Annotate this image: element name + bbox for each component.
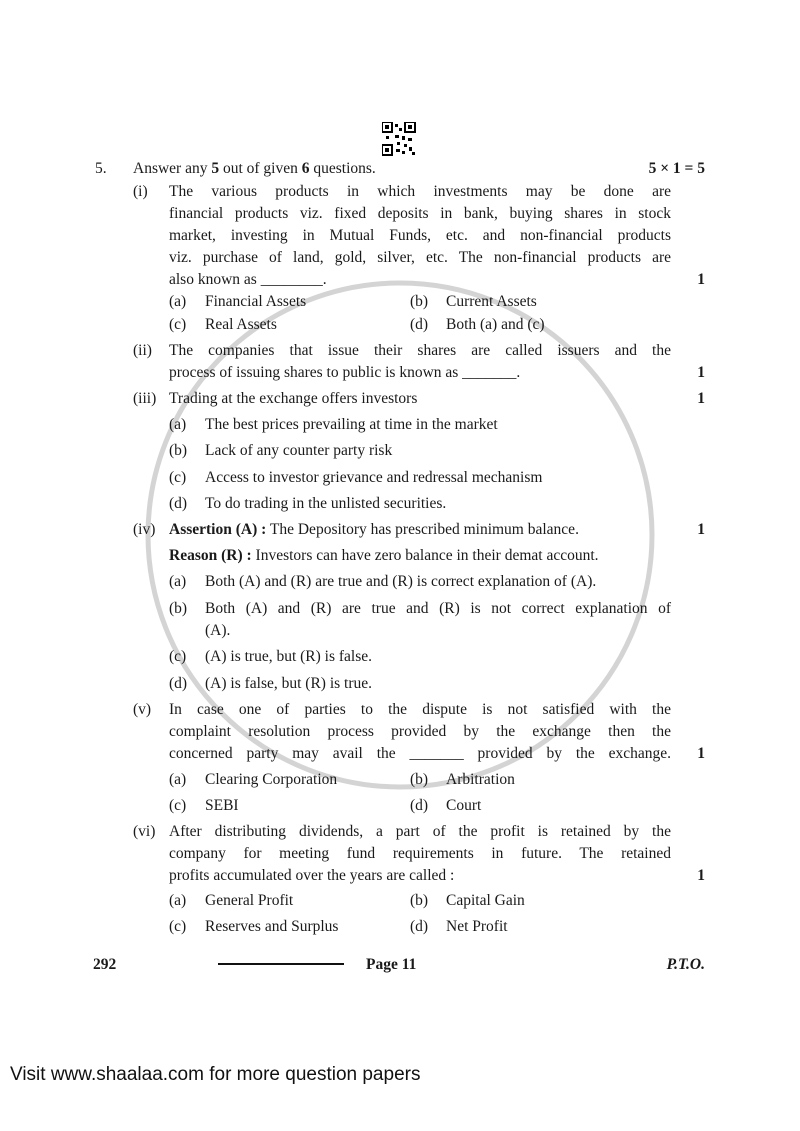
subq-number: (ii)	[133, 342, 152, 359]
option-text: Both (A) and (R) are true and (R) is correct explanation of (A).	[205, 573, 597, 590]
question-text: market, investing in Mutual Funds, etc. and non-financial products	[169, 227, 671, 244]
question-text: After distributing dividends, a part of the profit is retained by the	[169, 823, 671, 840]
reason: Reason (R) : Investors can have zero balance in their demat account.	[169, 547, 599, 564]
option-text: Both (a) and (c)	[446, 316, 545, 333]
pto: P.T.O.	[666, 956, 705, 973]
subq-number: (i)	[133, 183, 148, 200]
option-key: (a)	[169, 771, 187, 788]
option-text: Financial Assets	[205, 293, 307, 310]
question-text: The companies that issue their shares are called issuers and the	[169, 342, 671, 359]
option-key: (d)	[410, 918, 429, 935]
option-key: (b)	[410, 293, 429, 310]
option-key: (c)	[169, 316, 187, 333]
option-key: (b)	[410, 771, 429, 788]
option-text: (A) is false, but (R) is true.	[205, 675, 373, 692]
option-text: Reserves and Surplus	[205, 918, 339, 935]
option-text: To do trading in the unlisted securities.	[205, 495, 447, 512]
option-text: Net Profit	[446, 918, 508, 935]
option-key: (d)	[410, 797, 429, 814]
option-text: Real Assets	[205, 316, 277, 333]
question-text: also known as ________.	[169, 271, 327, 288]
assertion: Assertion (A) : The Depository has prescribed minimum balance.	[169, 521, 579, 538]
question-number: 5.	[95, 160, 107, 177]
subq-number: (v)	[133, 701, 152, 718]
option-key: (a)	[169, 573, 187, 590]
total-marks: 5 × 1 = 5	[648, 160, 705, 177]
option-text: Arbitration	[446, 771, 515, 788]
question-text: company for meeting fund requirements in future. The retained	[169, 845, 671, 862]
option-key: (c)	[169, 797, 187, 814]
option-key: (a)	[169, 293, 187, 310]
option-text: Both (A) and (R) are true and (R) is not correct explanation of	[205, 600, 671, 617]
question-text: Trading at the exchange offers investors	[169, 390, 418, 407]
option-key: (d)	[169, 495, 188, 512]
option-text: (A) is true, but (R) is false.	[205, 648, 373, 665]
option-key: (b)	[410, 892, 429, 909]
option-key: (c)	[169, 918, 187, 935]
question-text: complaint resolution process provided by the exchange then the	[169, 723, 671, 740]
question-text: The various products in which investments may be done are	[169, 183, 671, 200]
option-text: General Profit	[205, 892, 294, 909]
option-text: (A).	[205, 622, 231, 639]
instruction: Answer any 5 out of given 6 questions.	[133, 160, 376, 177]
marks: 1	[697, 271, 705, 288]
marks: 1	[697, 521, 705, 538]
question-text: In case one of parties to the dispute is not satisfied with the	[169, 701, 671, 718]
question-text: financial products viz. fixed deposits in bank, buying shares in stock	[169, 205, 671, 222]
question-text: profits accumulated over the years are called :	[169, 867, 455, 884]
marks: 1	[697, 364, 705, 381]
question-text: viz. purchase of land, gold, silver, etc. The non-financial products are	[169, 249, 671, 266]
question-text: concerned party may avail the _______ provided by the exchange.	[169, 745, 671, 762]
footer-divider	[218, 963, 344, 965]
subq-number: (vi)	[133, 823, 156, 840]
option-text: The best prices prevailing at time in the market	[205, 416, 498, 433]
option-key: (b)	[169, 442, 188, 459]
option-key: (b)	[169, 600, 188, 617]
option-key: (a)	[169, 416, 187, 433]
option-key: (d)	[169, 675, 188, 692]
option-text: Clearing Corporation	[205, 771, 338, 788]
qr-code-icon	[382, 122, 416, 156]
visit-banner-link[interactable]: Visit www.shaalaa.com for more question papers	[10, 1064, 421, 1085]
option-key: (a)	[169, 892, 187, 909]
marks: 1	[697, 390, 705, 407]
page-number: Page 11	[366, 956, 417, 973]
option-text: SEBI	[205, 797, 239, 814]
option-key: (c)	[169, 469, 187, 486]
option-text: Court	[446, 797, 482, 814]
paper-code: 292	[93, 956, 117, 973]
option-text: Access to investor grievance and redressal mechanism	[205, 469, 543, 486]
subq-number: (iii)	[133, 390, 157, 407]
marks: 1	[697, 745, 705, 762]
option-text: Capital Gain	[446, 892, 525, 909]
option-text: Current Assets	[446, 293, 537, 310]
marks: 1	[697, 867, 705, 884]
question-text: process of issuing shares to public is known as _______.	[169, 364, 521, 381]
option-text: Lack of any counter party risk	[205, 442, 393, 459]
option-key: (d)	[410, 316, 429, 333]
option-key: (c)	[169, 648, 187, 665]
subq-number: (iv)	[133, 521, 156, 538]
